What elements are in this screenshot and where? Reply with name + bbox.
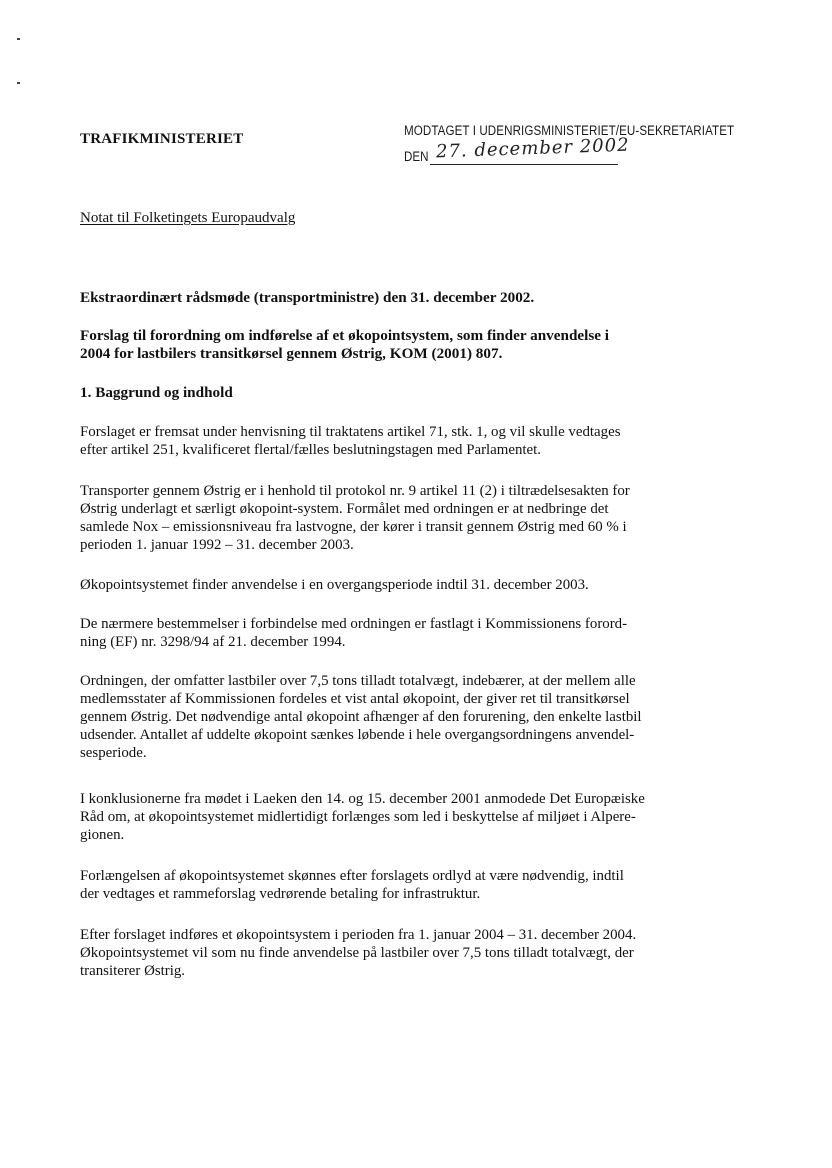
text-line: Forlængelsen af økopointsystemet skønnes efter forslagets ordlyd at være nødvendig, indtil — [80, 868, 624, 884]
paragraph-2 — [80, 482, 746, 554]
handwritten-date: 27. december 2002 — [435, 134, 630, 163]
text-line: udsender. Antallet af uddelte økopoint sænkes løbende i hele overgangsordningens anvendel- — [80, 727, 635, 743]
scan-speck — [17, 82, 20, 84]
scan-speck — [17, 38, 20, 40]
paragraph-7 — [80, 867, 746, 903]
paragraph-3 — [80, 576, 746, 594]
text-line: Østrig underlagt et særligt økopoint-system. Formålet med ordningen er at nedbringe det — [80, 501, 609, 517]
text-line: transiterer Østrig. — [80, 963, 186, 979]
paragraph-1 — [80, 423, 746, 459]
section-heading: 1. Baggrund og indhold — [80, 384, 233, 401]
stamp-date-field — [430, 134, 630, 165]
text-line: Ordningen, der omfatter lastbiler over 7,5 tons tilladt totalvægt, indebærer, at der mellem alle — [80, 673, 636, 689]
text-line: Råd om, at økopointsystemet midlertidigt forlænges som led i beskyttelse af miljøet i Alpere- — [80, 809, 636, 825]
paragraph-5 — [80, 672, 746, 762]
proposal-title-line: 2004 for lastbilers transitkørsel gennem Østrig, KOM (2001) 807. — [80, 345, 503, 362]
proposal-title — [80, 327, 760, 363]
notat-heading: Notat til Folketingets Europaudvalg — [80, 210, 296, 226]
paragraph-6 — [80, 790, 746, 844]
text-line: der vedtages et rammeforslag vedrørende betaling for infrastruktur. — [80, 886, 481, 902]
ministry-name: TRAFIKMINISTERIET — [80, 131, 244, 147]
text-line: Efter forslaget indføres et økopointsystem i perioden fra 1. januar 2004 – 31. december 2004. — [80, 927, 637, 943]
text-line: gionen. — [80, 827, 125, 843]
text-line: Forslaget er fremsat under henvisning til traktatens artikel 71, stk. 1, og vil skulle vedtages — [80, 424, 621, 440]
text-line: samlede Nox – emissionsniveau fra lastvogne, der kører i transit gennem Østrig med 60 % i — [80, 519, 627, 535]
stamp-den-label: DEN — [404, 149, 429, 164]
meeting-title: Ekstraordinært rådsmøde (transportministre) den 31. december 2002. — [80, 289, 535, 306]
text-line: ning (EF) nr. 3298/94 af 21. december 1994. — [80, 634, 346, 650]
text-line: Økopointsystemet vil som nu finde anvendelse på lastbiler over 7,5 tons tilladt totalvægt, der — [80, 945, 634, 961]
proposal-title-line: Forslag til forordning om indførelse af et økopointsystem, som finder anvendelse i — [80, 327, 610, 344]
stamp-received-text: MODTAGET I UDENRIGSMINISTERIET/EU-SEKRETARIATET — [404, 123, 735, 138]
text-line: Transporter gennem Østrig er i henhold til protokol nr. 9 artikel 11 (2) i tiltrædelsesakten for — [80, 483, 630, 499]
stamp-date-line — [404, 146, 433, 164]
text-line: perioden 1. januar 1992 – 31. december 2003. — [80, 537, 354, 553]
paragraph-4 — [80, 615, 746, 651]
paragraph-8 — [80, 926, 746, 980]
text-line: medlemsstater af Kommissionen fordeles et vist antal økopoint, der giver ret til transitkørsel — [80, 691, 630, 707]
text-line: De nærmere bestemmelser i forbindelse med ordningen er fastlagt i Kommissionens forord- — [80, 616, 628, 632]
text-line: efter artikel 251, kvalificeret flertal/fælles beslutningstagen med Parlamentet. — [80, 442, 542, 458]
text-line: Økopointsystemet finder anvendelse i en overgangsperiode indtil 31. december 2003. — [80, 577, 589, 593]
text-line: sesperiode. — [80, 745, 147, 761]
text-line: gennem Østrig. Det nødvendige antal økopoint afhænger af den forurening, den enkelte lastbil — [80, 709, 642, 725]
text-line: I konklusionerne fra mødet i Laeken den 14. og 15. december 2001 anmodede Det Europæiske — [80, 791, 645, 807]
